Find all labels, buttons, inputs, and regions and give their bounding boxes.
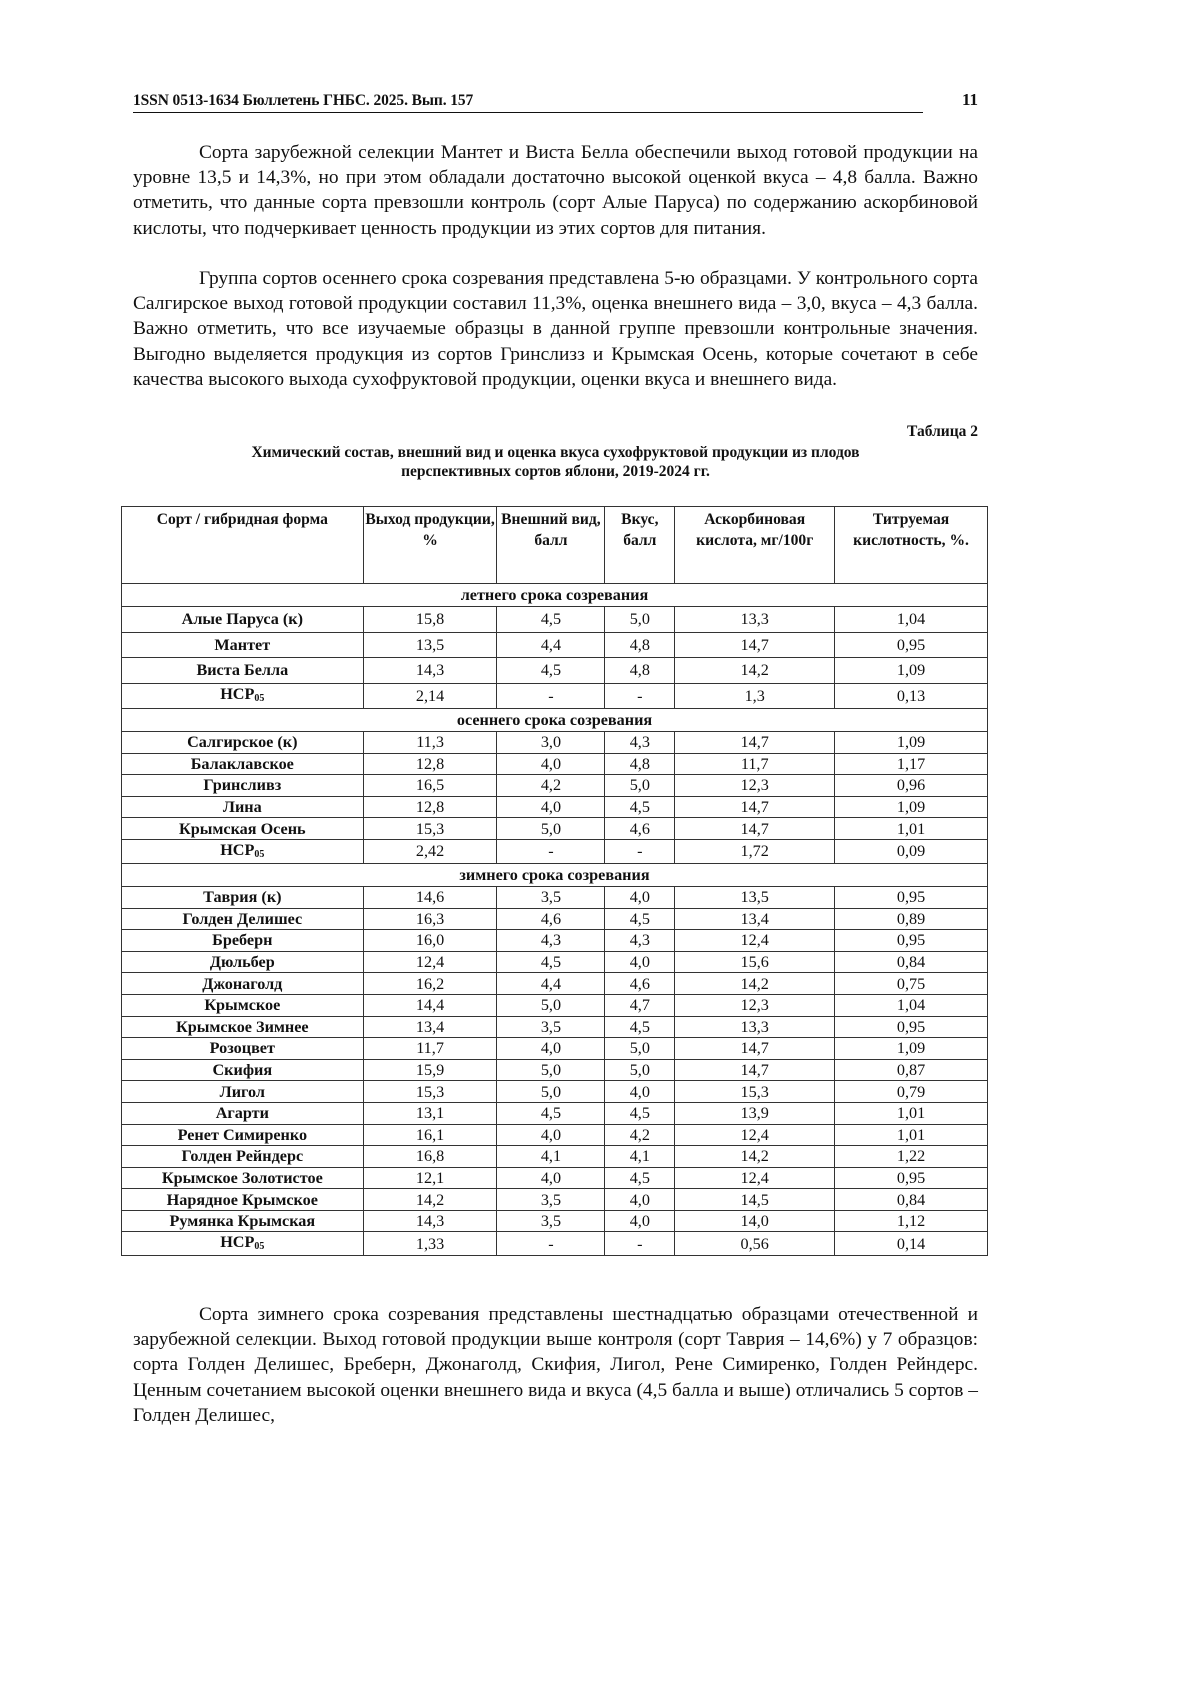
cell-value: 4,1	[497, 1146, 605, 1168]
cell-value: 4,6	[605, 818, 675, 840]
paragraph-text: Сорта зарубежной селекции Мантет и Виста Белла обеспечили выход готовой продукции на уровне 13,5 и 14,3%, но при этом обладали достаточно высокой оценкой вкуса – 4,8 балла. Важно отметить, что данные сорта превзошли контроль (сорт Алые Паруса) по содержанию аскорбиновой кислоты, что подчеркивает ценность продукции из этих сортов для питания.	[133, 142, 978, 239]
variety-name: Виста Белла	[122, 658, 364, 684]
paragraph-1	[133, 140, 978, 241]
table-row	[122, 683, 988, 709]
table-row	[122, 839, 988, 863]
cell-value: 4,5	[605, 908, 675, 930]
cell-value: 15,9	[363, 1059, 497, 1081]
table-row	[122, 886, 988, 908]
cell-value: 14,7	[675, 1059, 835, 1081]
cell-value: 12,3	[675, 994, 835, 1016]
cell-value: 1,01	[835, 1124, 988, 1146]
cell-value: 5,0	[605, 607, 675, 633]
variety-name: Крымское	[122, 994, 364, 1016]
cell-value: 1,17	[835, 753, 988, 775]
group-header-row	[122, 863, 988, 886]
cell-value: 12,4	[675, 1124, 835, 1146]
cell-value: 12,8	[363, 796, 497, 818]
table-row	[122, 930, 988, 952]
variety-name: Агарти	[122, 1102, 364, 1124]
cell-value: 0,96	[835, 775, 988, 797]
column-header: Аскорбиновая кислота, мг/100г	[675, 507, 835, 584]
subscript: 05	[254, 848, 265, 860]
column-header: Вкус, балл	[605, 507, 675, 584]
cell-value: 14,7	[675, 818, 835, 840]
cell-value: 15,3	[363, 818, 497, 840]
cell-value: 12,4	[363, 951, 497, 973]
table-row	[122, 1038, 988, 1060]
cell-value: 14,7	[675, 1038, 835, 1060]
cell-value: 4,0	[497, 796, 605, 818]
cell-value: 4,0	[605, 1189, 675, 1211]
cell-value: 0,84	[835, 951, 988, 973]
cell-value: 0,14	[835, 1232, 988, 1256]
table-row	[122, 1081, 988, 1103]
cell-value: 4,5	[497, 951, 605, 973]
cell-value: 4,5	[497, 607, 605, 633]
cell-value: 14,4	[363, 994, 497, 1016]
table-row	[122, 994, 988, 1016]
table-label: Таблица 2	[907, 423, 978, 440]
table-row	[122, 1124, 988, 1146]
subscript: 05	[254, 1241, 265, 1253]
cell-value: 13,9	[675, 1102, 835, 1124]
table-row	[122, 732, 988, 754]
column-header: Титруемая кислотность, %.	[835, 507, 988, 584]
cell-value: 1,09	[835, 1038, 988, 1060]
cell-value: 2,14	[363, 683, 497, 709]
variety-name: Бреберн	[122, 930, 364, 952]
table-row	[122, 796, 988, 818]
table-caption	[133, 443, 978, 481]
variety-name: Крымская Осень	[122, 818, 364, 840]
cell-value: 5,0	[605, 1059, 675, 1081]
cell-value: 14,2	[363, 1189, 497, 1211]
group-title: зимнего срока созревания	[122, 863, 988, 886]
table-row	[122, 908, 988, 930]
cell-value: 4,5	[497, 658, 605, 684]
cell-value: 4,0	[497, 753, 605, 775]
column-header: Внешний вид, балл	[497, 507, 605, 584]
table-row	[122, 1059, 988, 1081]
cell-value: 0,95	[835, 886, 988, 908]
paragraph-3	[133, 1302, 978, 1428]
cell-value: 15,8	[363, 607, 497, 633]
page-number: 11	[961, 90, 978, 109]
column-header: Сорт / гибридная форма	[122, 507, 364, 584]
cell-value: 4,5	[605, 1167, 675, 1189]
variety-name: Ренет Симиренко	[122, 1124, 364, 1146]
cell-value: 1,09	[835, 732, 988, 754]
cell-value: 0,89	[835, 908, 988, 930]
cell-value: 4,0	[605, 886, 675, 908]
cell-value: 1,72	[675, 839, 835, 863]
group-header-row	[122, 584, 988, 607]
cell-value: 1,22	[835, 1146, 988, 1168]
cell-value: 3,0	[497, 732, 605, 754]
cell-value: 1,09	[835, 796, 988, 818]
cell-value: 16,0	[363, 930, 497, 952]
cell-value: 1,04	[835, 994, 988, 1016]
variety-name: $НСР_{05}$	[122, 1232, 364, 1256]
variety-name: Румянка Крымская	[122, 1210, 364, 1232]
cell-value: 14,2	[675, 1146, 835, 1168]
cell-value: 15,6	[675, 951, 835, 973]
cell-value: 16,8	[363, 1146, 497, 1168]
cell-value: 1,33	[363, 1232, 497, 1256]
cell-value: 14,0	[675, 1210, 835, 1232]
cell-value: 12,4	[675, 1167, 835, 1189]
cell-value: 15,3	[363, 1081, 497, 1103]
cell-value: 4,1	[605, 1146, 675, 1168]
cell-value: 0,95	[835, 1167, 988, 1189]
cell-value: 14,7	[675, 796, 835, 818]
table-row	[122, 818, 988, 840]
variety-name: Розоцвет	[122, 1038, 364, 1060]
cell-value: 3,5	[497, 886, 605, 908]
cell-value: 14,2	[675, 973, 835, 995]
variety-name: Крымское Зимнее	[122, 1016, 364, 1038]
table-row	[122, 1167, 988, 1189]
cell-value: 0,75	[835, 973, 988, 995]
paragraph-2	[133, 266, 978, 392]
cell-value: 1,01	[835, 1102, 988, 1124]
cell-value: 1,09	[835, 658, 988, 684]
cell-value: 4,0	[605, 951, 675, 973]
variety-name: Балаклавское	[122, 753, 364, 775]
table-row	[122, 1232, 988, 1256]
table-row	[122, 632, 988, 658]
variety-name: Голден Рейндерс	[122, 1146, 364, 1168]
cell-value: 12,4	[675, 930, 835, 952]
paragraph-text: Сорта зимнего срока созревания представлены шестнадцатью образцами отечественной и зарубежной селекции. Выход готовой продукции выше контроля (сорт Таврия – 14,6%) у 7 образцов: сорта Голден Делишес, Бреберн, Джонаголд, Скифия, Лигол, Рене Симиренко, Голден Рейндерс. Ценным сочетанием высокой оценки внешнего вида и вкуса (4,5 балла и выше) отличались 5 сортов – Голден Делишес,	[133, 1304, 978, 1426]
cell-value: 13,4	[675, 908, 835, 930]
cell-value: 16,5	[363, 775, 497, 797]
cell-value: -	[497, 683, 605, 709]
table-row	[122, 1102, 988, 1124]
table-row	[122, 658, 988, 684]
cell-value: 0,95	[835, 1016, 988, 1038]
variety-name: $НСР_{05}$	[122, 839, 364, 863]
variety-name: Лигол	[122, 1081, 364, 1103]
cell-value: 0,95	[835, 930, 988, 952]
cell-value: 11,7	[675, 753, 835, 775]
variety-name: Гринсливз	[122, 775, 364, 797]
table-caption-line: Химический состав, внешний вид и оценка вкуса сухофруктовой продукции из плодов	[251, 444, 860, 461]
cell-value: 13,1	[363, 1102, 497, 1124]
cell-value: 4,0	[497, 1038, 605, 1060]
cell-value: 0,84	[835, 1189, 988, 1211]
cell-value: 0,95	[835, 632, 988, 658]
cell-value: 4,2	[605, 1124, 675, 1146]
group-header-row	[122, 709, 988, 732]
cell-value: 12,3	[675, 775, 835, 797]
cell-value: 14,6	[363, 886, 497, 908]
cell-value: 14,7	[675, 632, 835, 658]
table-row	[122, 1210, 988, 1232]
variety-name: Алые Паруса (к)	[122, 607, 364, 633]
cell-value: 3,5	[497, 1016, 605, 1038]
cell-value: 5,0	[605, 775, 675, 797]
cell-value: 4,3	[605, 732, 675, 754]
cell-value: 0,56	[675, 1232, 835, 1256]
cell-value: 4,0	[605, 1210, 675, 1232]
cell-value: -	[605, 683, 675, 709]
data-table	[121, 506, 988, 1256]
table-row	[122, 775, 988, 797]
cell-value: 4,8	[605, 658, 675, 684]
cell-value: 12,1	[363, 1167, 497, 1189]
cell-value: 4,0	[497, 1124, 605, 1146]
cell-value: 4,0	[497, 1167, 605, 1189]
variety-name: Мантет	[122, 632, 364, 658]
table-row	[122, 607, 988, 633]
cell-value: 11,3	[363, 732, 497, 754]
cell-value: 4,0	[605, 1081, 675, 1103]
cell-value: 14,3	[363, 1210, 497, 1232]
cell-value: 0,09	[835, 839, 988, 863]
cell-value: 4,5	[497, 1102, 605, 1124]
table-row	[122, 951, 988, 973]
cell-value: 1,04	[835, 607, 988, 633]
cell-value: 4,4	[497, 973, 605, 995]
cell-value: 13,5	[363, 632, 497, 658]
variety-name: Дюльбер	[122, 951, 364, 973]
cell-value: 4,5	[605, 1016, 675, 1038]
cell-value: 4,8	[605, 753, 675, 775]
cell-value: 5,0	[605, 1038, 675, 1060]
cell-value: -	[605, 839, 675, 863]
group-title: осеннего срока созревания	[122, 709, 988, 732]
variety-name: Салгирское (к)	[122, 732, 364, 754]
cell-value: 14,7	[675, 732, 835, 754]
cell-value: 13,4	[363, 1016, 497, 1038]
table-row	[122, 1189, 988, 1211]
cell-value: 15,3	[675, 1081, 835, 1103]
table-row	[122, 1016, 988, 1038]
variety-name: Лина	[122, 796, 364, 818]
cell-value: 12,8	[363, 753, 497, 775]
cell-value: 4,7	[605, 994, 675, 1016]
variety-name: Скифия	[122, 1059, 364, 1081]
cell-value: 5,0	[497, 1081, 605, 1103]
table-row	[122, 1146, 988, 1168]
cell-value: 14,2	[675, 658, 835, 684]
cell-value: 5,0	[497, 818, 605, 840]
cell-value: 0,79	[835, 1081, 988, 1103]
cell-value: 11,7	[363, 1038, 497, 1060]
column-header: Выход продукции, %	[363, 507, 497, 584]
cell-value: 13,3	[675, 1016, 835, 1038]
subscript: 05	[254, 693, 265, 705]
cell-value: 4,6	[497, 908, 605, 930]
variety-name: Крымское Золотистое	[122, 1167, 364, 1189]
cell-value: 1,12	[835, 1210, 988, 1232]
cell-value: 1,3	[675, 683, 835, 709]
cell-value: -	[605, 1232, 675, 1256]
variety-name: Джонаголд	[122, 973, 364, 995]
variety-name: Голден Делишес	[122, 908, 364, 930]
cell-value: 4,3	[605, 930, 675, 952]
cell-value: 4,5	[605, 1102, 675, 1124]
cell-value: 4,5	[605, 796, 675, 818]
cell-value: 4,8	[605, 632, 675, 658]
cell-value: 13,5	[675, 886, 835, 908]
cell-value: 14,5	[675, 1189, 835, 1211]
paragraph-text: Группа сортов осеннего срока созревания представлена 5-ю образцами. У контрольного сорта Салгирское выход готовой продукции составил 11,3%, оценка внешнего вида – 3,0, вкуса – 4,3 балла. Важно отметить, что все изучаемые образцы в данной группе превзошли контрольные значения. Выгодно выделяется продукция из сортов Гринслизз и Крымская Осень, которые сочетают в себе качества высокого выхода сухофруктовой продукции, оценки вкуса и внешнего вида.	[133, 268, 978, 390]
cell-value: 16,2	[363, 973, 497, 995]
cell-value: 2,42	[363, 839, 497, 863]
running-head: 1SSN 0513-1634 Бюллетень ГНБС. 2025. Вып. 157	[133, 92, 923, 113]
cell-value: 16,3	[363, 908, 497, 930]
cell-value: 4,4	[497, 632, 605, 658]
group-title: летнего срока созревания	[122, 584, 988, 607]
cell-value: 4,6	[605, 973, 675, 995]
cell-value: 0,87	[835, 1059, 988, 1081]
cell-value: 4,3	[497, 930, 605, 952]
cell-value: 5,0	[497, 1059, 605, 1081]
table-header-row	[122, 507, 988, 584]
cell-value: -	[497, 1232, 605, 1256]
cell-value: 1,01	[835, 818, 988, 840]
cell-value: 16,1	[363, 1124, 497, 1146]
cell-value: 14,3	[363, 658, 497, 684]
table-row	[122, 973, 988, 995]
variety-name: Таврия (к)	[122, 886, 364, 908]
cell-value: 13,3	[675, 607, 835, 633]
cell-value: -	[497, 839, 605, 863]
cell-value: 3,5	[497, 1210, 605, 1232]
cell-value: 0,13	[835, 683, 988, 709]
table-row	[122, 753, 988, 775]
variety-name: Нарядное Крымское	[122, 1189, 364, 1211]
variety-name: $НСР_{05}$	[122, 683, 364, 709]
cell-value: 3,5	[497, 1189, 605, 1211]
cell-value: 5,0	[497, 994, 605, 1016]
table-caption-line: перспективных сортов яблони, 2019-2024 гг.	[401, 463, 710, 480]
cell-value: 4,2	[497, 775, 605, 797]
